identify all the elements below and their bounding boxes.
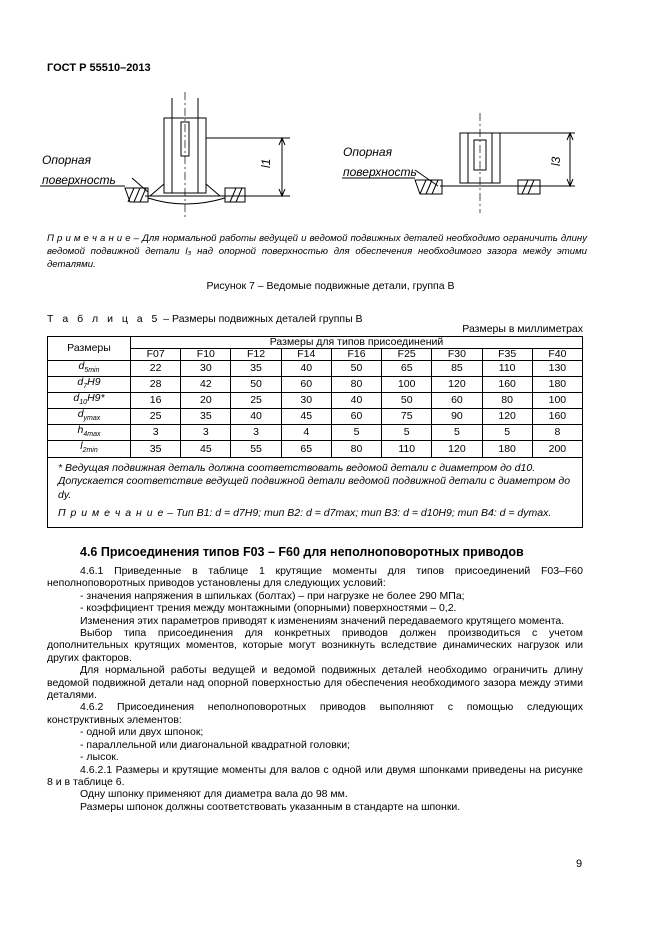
table-cell: 40 [281, 361, 331, 377]
table-cell: 30 [281, 393, 331, 409]
figure-note-text: – Для нормальной работы ведущей и ведомой подвижных деталей необходимо ограничить длину ведомой подвижной детали l₃ над опорной поверхностью для обеспечения необходимого зазора между этими деталями. [47, 233, 587, 270]
col-header-group: Размеры для типов присоединений [131, 337, 583, 349]
row-name-sub: 4max [83, 431, 101, 439]
table-row [48, 361, 583, 377]
right-label-line2: поверхность [343, 165, 417, 179]
table-cell: 4 [281, 425, 331, 441]
table-cell: 25 [231, 393, 281, 409]
col-header: F14 [281, 349, 331, 361]
row-name [48, 393, 131, 409]
left-dim-label: l1 [259, 158, 273, 168]
paragraph: - значения напряжения в шпильках (болтах) – при нагрузке не более 290 МПа; [80, 589, 465, 602]
row-name-main: d [73, 392, 80, 405]
table-cell: 80 [482, 393, 532, 409]
col-header: F07 [131, 349, 181, 361]
row-name [48, 441, 131, 457]
right-dim-label: l3 [549, 156, 563, 166]
paragraph: Изменения этих параметров приводят к изменениям значений передаваемого крутящего момента. [80, 614, 565, 627]
table-footnote: * Ведущая подвижная деталь должна соответствовать ведомой детали с диаметром до d10. Допускается соответствие ведущей подвижной детали ведомой подвижной детали с диаметром до dy. [58, 461, 571, 501]
page-number: 9 [576, 858, 583, 870]
paragraph: - параллельной или диагональной квадратной головки; [80, 738, 351, 751]
table-cell: 60 [432, 393, 482, 409]
table-cell: 5 [382, 425, 432, 441]
table-cell: 60 [281, 377, 331, 393]
table-cell: 28 [131, 377, 181, 393]
table-cell: 130 [532, 361, 582, 377]
table-cell: 180 [532, 377, 582, 393]
row-name-main: d [77, 408, 84, 421]
col-header: F12 [231, 349, 281, 361]
table-cell: 100 [382, 377, 432, 393]
table-cell: 110 [382, 441, 432, 457]
row-name-tail: H9* [87, 392, 105, 405]
table-cell: 120 [432, 377, 482, 393]
figure-caption: Рисунок 7 – Ведомые подвижные детали, группа В [206, 280, 455, 292]
col-header: F16 [331, 349, 381, 361]
row-name-main: h [77, 424, 84, 437]
table-cell: 120 [482, 409, 532, 425]
row-name-sub: 2min [82, 447, 98, 455]
figure-note [47, 232, 587, 271]
section-title: 4.6 Присоединения типов F03 – F60 для неполноповоротных приводов [80, 545, 524, 559]
figure-note-lead: П р и м е ч а н и е [47, 233, 131, 244]
table-cell: 120 [432, 441, 482, 457]
row-name [48, 361, 131, 377]
table-cell: 35 [131, 441, 181, 457]
table-cell: 85 [432, 361, 482, 377]
table-footer [48, 457, 583, 527]
left-label-line1: Опорная [42, 153, 91, 167]
table-title-rest: – Размеры подвижных деталей группы В [160, 313, 363, 325]
row-name-main: d [78, 360, 85, 372]
table-cell: 50 [231, 377, 281, 393]
table-cell: 55 [231, 441, 281, 457]
col-header-sizes: Размеры [48, 337, 131, 361]
table-row [48, 393, 583, 409]
row-name-main: d [77, 376, 84, 389]
figure-7-drawing [30, 88, 630, 228]
paragraph: - лысок. [80, 751, 119, 764]
row-name [48, 377, 131, 393]
table-cell: 60 [331, 409, 381, 425]
table-cell: 180 [482, 441, 532, 457]
paragraph: Одну шпонку применяют для диаметра вала до 98 мм. [80, 788, 348, 801]
table-cell: 100 [532, 393, 582, 409]
paragraph: Для нормальной работы ведущей и ведомой подвижных деталей необходимо ограничить длину ведомой подвижной детали над опорной поверхностью для обеспечения необходимого зазора между этими деталями. [47, 664, 583, 702]
right-label-line1: Опорная [343, 145, 392, 159]
paragraph: 4.6.2.1 Размеры и крутящие моменты для валов с одной или двумя шпонками приведены на рисунке 8 и в таблице 6. [47, 763, 583, 788]
table-title [47, 313, 363, 325]
row-name [48, 409, 131, 425]
document-header: ГОСТ Р 55510–2013 [47, 62, 151, 74]
table-cell: 110 [482, 361, 532, 377]
table-note-text: – Тип В1: d = d7H9; тип В2: d = d7max; тип В3: d = d10H9; тип В4: d = dymax. [164, 507, 552, 520]
col-header: F35 [482, 349, 532, 361]
table-row [48, 425, 583, 441]
table-cell: 5 [331, 425, 381, 441]
table-cell: 16 [131, 393, 181, 409]
row-name [48, 425, 131, 441]
table-cell: 30 [181, 361, 231, 377]
paragraph: Размеры шпонок должны соответствовать указанным в стандарте на шпонки. [80, 800, 461, 813]
table-row [48, 441, 583, 457]
table-row [48, 409, 583, 425]
paragraph: Выбор типа присоединения для конкретных приводов должен производиться с учетом дополнительных крутящих моментов, которые могут возникнуть вследствие динамических нагрузок или других факторов. [47, 627, 583, 664]
table-5 [47, 336, 583, 528]
row-name-sub: 5min [84, 367, 100, 375]
table-units: Размеры в миллиметрах [462, 323, 583, 335]
paragraph: 4.6.1 Приведенные в таблице 1 крутящие моменты для типов присоединений F03–F60 неполноповоротных приводов установлены для следующих условий: [47, 565, 583, 590]
table-cell: 65 [382, 361, 432, 377]
table-cell: 45 [181, 441, 231, 457]
table-cell: 22 [131, 361, 181, 377]
table-cell: 200 [532, 441, 582, 457]
table-title-prefix: Т а б л и ц а 5 [47, 313, 161, 325]
row-name-sub: 10 [79, 399, 88, 407]
row-name-sub: ymax [83, 415, 101, 423]
table-cell: 45 [281, 409, 331, 425]
table-row [48, 377, 583, 393]
table-cell: 8 [532, 425, 582, 441]
table-note [58, 507, 577, 521]
table-cell: 50 [382, 393, 432, 409]
table-cell: 3 [131, 425, 181, 441]
table-cell: 80 [331, 441, 381, 457]
table-cell: 50 [331, 361, 381, 377]
col-header: F25 [382, 349, 432, 361]
table-cell: 25 [131, 409, 181, 425]
paragraph: 4.6.2 Присоединения неполноповоротных приводов выполняют с помощью следующих конструктивных элементов: [47, 701, 583, 726]
col-header: F10 [181, 349, 231, 361]
row-name-tail: H9 [87, 376, 101, 389]
table-cell: 20 [181, 393, 231, 409]
section-body [47, 565, 583, 813]
table-cell: 75 [382, 409, 432, 425]
col-header: F40 [532, 349, 582, 361]
table-cell: 80 [331, 377, 381, 393]
left-label-line2: поверхность [42, 173, 116, 187]
table-cell: 35 [231, 361, 281, 377]
table-cell: 160 [482, 377, 532, 393]
table-cell: 3 [181, 425, 231, 441]
table-cell: 90 [432, 409, 482, 425]
table-cell: 42 [181, 377, 231, 393]
table-cell: 5 [482, 425, 532, 441]
table-cell: 35 [181, 409, 231, 425]
table-cell: 65 [281, 441, 331, 457]
table-cell: 160 [532, 409, 582, 425]
table-cell: 40 [331, 393, 381, 409]
table-cell: 3 [231, 425, 281, 441]
col-header: F30 [432, 349, 482, 361]
table-cell: 5 [432, 425, 482, 441]
paragraph: - одной или двух шпонок; [80, 726, 204, 739]
row-name-main: l [80, 440, 83, 453]
table-cell: 40 [231, 409, 281, 425]
table-note-lead: П р и м е ч а н и е [58, 507, 165, 520]
paragraph: - коэффициент трения между монтажными (опорными) поверхностями – 0,2. [80, 602, 457, 615]
row-name-sub: 7 [83, 383, 88, 391]
